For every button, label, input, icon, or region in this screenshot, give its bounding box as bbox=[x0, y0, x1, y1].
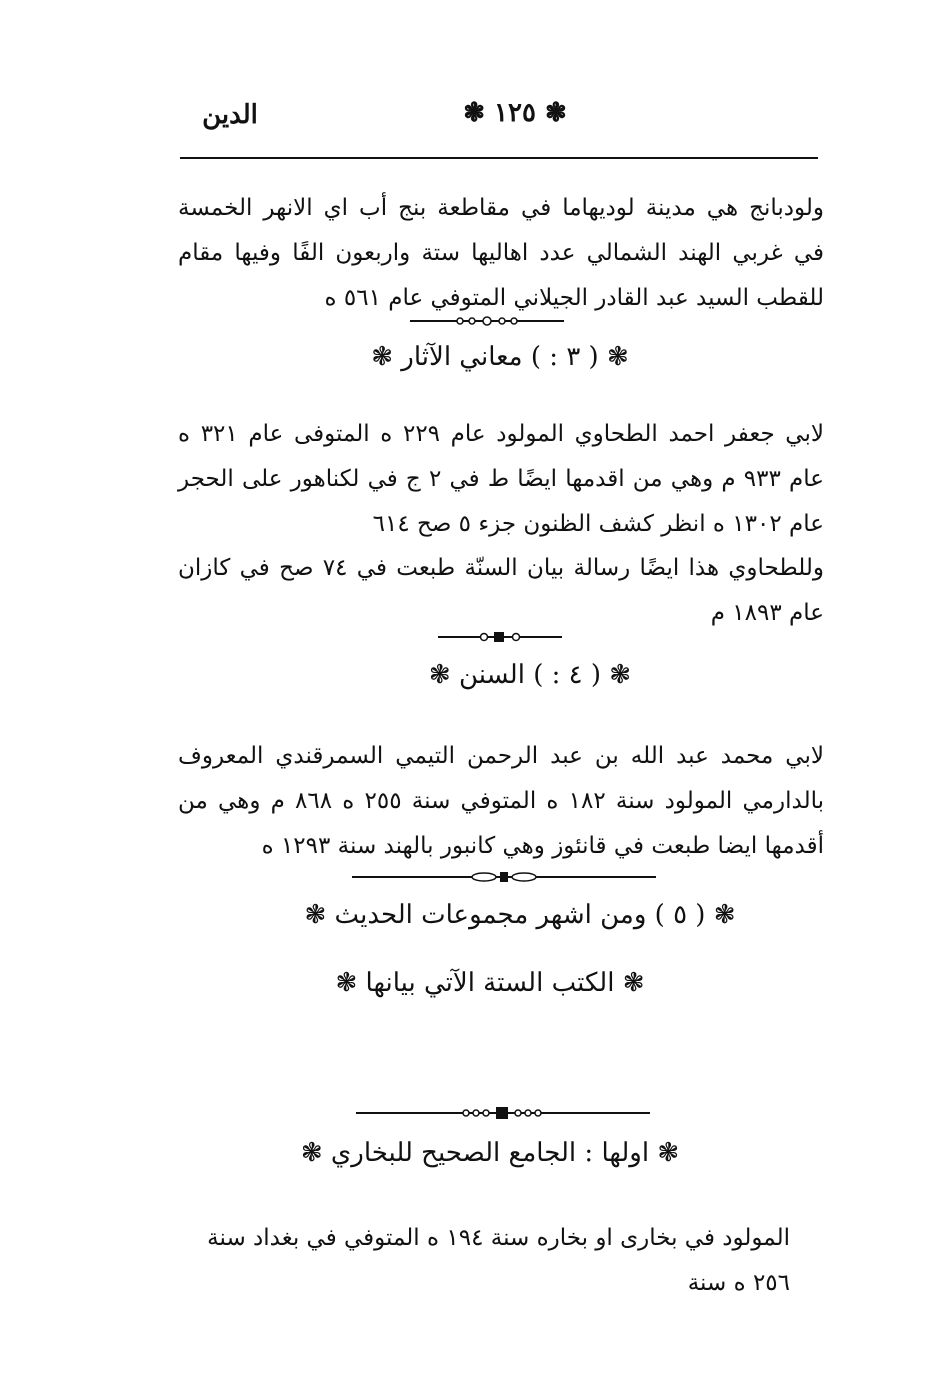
divider-ornament-2 bbox=[438, 630, 562, 644]
section-heading-5-line2-text: الكتب الستة الآتي بيانها bbox=[365, 968, 615, 998]
ornament-icon: ❃ bbox=[335, 968, 358, 998]
section-heading-5-line2 bbox=[320, 968, 660, 998]
section-heading-4 bbox=[380, 660, 680, 690]
ornament-icon: ❃ bbox=[428, 660, 451, 690]
ornament-icon: ❃ bbox=[300, 1138, 323, 1168]
divider-ornament-1 bbox=[410, 314, 564, 328]
section-heading-3-text: ( ٣ : ) معاني الآثار bbox=[401, 342, 599, 372]
page-number-header bbox=[455, 98, 575, 128]
section-heading-3 bbox=[330, 342, 670, 372]
ornament-icon: ❃ bbox=[606, 342, 629, 372]
ornament-icon: ❃ bbox=[657, 1138, 680, 1168]
ornament-icon: ❃ bbox=[545, 98, 567, 128]
section-heading-bukhari-text: اولها : الجامع الصحيح للبخاري bbox=[330, 1138, 650, 1168]
paragraph-tahawi: لابي جعفر احمد الطحاوي المولود عام ٢٢٩ ه المتوفى عام ٣٢١ ه عام ٩٣٣ م وهي من اقدمها ايضًا ط في ٢ ج في لكناهور على الحجر عام ١٣٠٢ ه انظر كشف الظنون جزء ٥ صح ٦١٤ bbox=[178, 421, 824, 537]
section-heading-4-text: ( ٤ : ) السنن bbox=[458, 660, 602, 690]
ornament-icon: ❃ bbox=[304, 900, 327, 930]
paragraph-tahawi-risala: وللطحاوي هذا ايضًا رسالة بيان السنّة طبعت في ٧٤ صح في كازان عام ١٨٩٣ م bbox=[178, 555, 824, 626]
ornament-icon: ❃ bbox=[713, 900, 736, 930]
ornament-icon: ❃ bbox=[371, 342, 394, 372]
divider-ornament-3 bbox=[352, 870, 656, 884]
ornament-icon: ❃ bbox=[609, 660, 632, 690]
section-heading-5 bbox=[300, 900, 740, 930]
section-heading-bukhari bbox=[300, 1138, 680, 1168]
page-number: ١٢٥ bbox=[494, 98, 536, 128]
running-title: الدين bbox=[202, 100, 258, 130]
header-rule bbox=[180, 157, 818, 159]
ornament-icon: ❃ bbox=[622, 968, 645, 998]
paragraph-bukhari: المولود في بخارى او بخاره سنة ١٩٤ ه المتوفي في بغداد سنة ٢٥٦ ه سنة bbox=[207, 1225, 790, 1296]
section-heading-5-text: ( ٥ ) ومن اشهر مجموعات الحديث bbox=[334, 900, 706, 930]
paragraph-darimi: لابي محمد عبد الله بن عبد الرحمن التيمي السمرقندي المعروف بالدارمي المولود سنة ١٨٢ ه المتوفي سنة ٢٥٥ ه ٨٦٨ م وهي من أقدمها ايضا طبعت في قانئوز وهي كانبور بالهند سنة ١٢٩٣ ه bbox=[178, 743, 824, 859]
paragraph-lodhiana: ولودبانج هي مدينة لوديهاما في مقاطعة بنج أب اي الانهر الخمسة في غربي الهند الشمالي عدد اهاليها ستة واربعون الفًا وفيها مقام للقطب السيد عبد القادر الجيلاني المتوفي عام ٥٦١ ه bbox=[178, 195, 824, 311]
ornament-icon: ❃ bbox=[463, 98, 485, 128]
divider-ornament-4 bbox=[356, 1106, 650, 1120]
